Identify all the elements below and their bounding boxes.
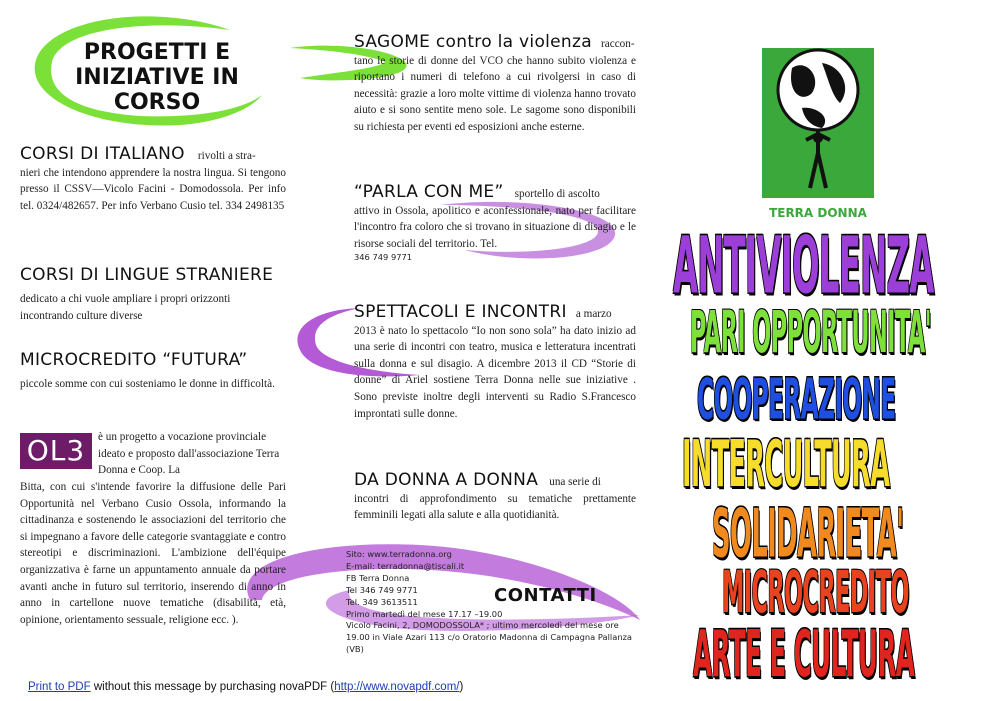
- contatti-list: [346, 549, 636, 656]
- footer-close: ): [459, 681, 464, 693]
- spettacoli-section: [354, 302, 636, 422]
- footer-text: without this message by purchasing novaPDF (: [90, 681, 335, 693]
- sagome-lead: raccon-: [601, 38, 635, 50]
- word-pari-opportunita: PARI OPPORTUNITA': [690, 300, 932, 367]
- lingue-body: dedicato a chi vuole ampliare i propri orizzonti incontrando culture diverse: [20, 293, 231, 322]
- novapdf-link[interactable]: http://www.novapdf.com/: [334, 681, 460, 693]
- parla-phone: 346 749 9771: [354, 252, 413, 263]
- lingue-title: CORSI DI LINGUE STRANIERE: [20, 265, 274, 285]
- contatti-line: Primo martedì del mese 17.17 –19.00: [346, 608, 503, 619]
- donna-section: [354, 470, 636, 524]
- parla-title: “PARLA CON ME”: [354, 182, 504, 202]
- spettacoli-body: 2013 è nato lo spettacolo “Io non sono sola” ha dato inizio ad una serie di incontri con teatro, musica e letteratura incentrati sulla donna e sul disagio. A dicembre 2013 il CD “Storie di donne” di Ariel sostiene Terra Donna nelle sue iniziative . Sono previste inoltre degli interventi su Radio S.Francesco improntati sulle donne.: [354, 324, 636, 420]
- contatti-title: CONTATTI: [494, 585, 597, 606]
- sagome-section: [354, 32, 636, 136]
- parla-body: attivo in Ossola, apolitico e aconfessionale, nato per facilitare l'incontro fra coloro che si trovano in situazione di disagio e le risorse sociali del territorio. Tel.: [354, 204, 636, 250]
- word-microcredito: MICROCREDITO: [722, 560, 909, 627]
- terra-donna-logo: [762, 48, 874, 198]
- contatti-line: Tel 346 749 9771: [346, 584, 418, 595]
- word-cooperazione: COOPERAZIONE: [697, 368, 896, 433]
- logo-caption: TERRA DONNA: [769, 206, 867, 220]
- italiano-lead: rivolti a stra-: [197, 150, 256, 162]
- contatti-line: Vicolo Facini, 2, DOMODOSSOLA* ; ultimo mercoledì del mese ore 19.00 in Viale Azari 113 c/o Oratorio Madonna di Campagna Pallanza (VB): [346, 620, 633, 655]
- word-solidarieta: SOLIDARIETA': [712, 494, 904, 573]
- contatti-line: Sito: www.terradonna.org: [346, 549, 452, 559]
- globe-figure-icon: [762, 48, 874, 198]
- contatti-line: Tel. 349 3613511: [346, 596, 418, 607]
- word-antiviolenza: ANTIVIOLENZA: [673, 222, 934, 312]
- print-to-pdf-link[interactable]: Print to PDF: [28, 681, 91, 693]
- italiano-section: [20, 144, 286, 214]
- word-arte-e-cultura: ARTE E CULTURA: [693, 618, 915, 692]
- italiano-title: CORSI DI ITALIANO: [20, 144, 185, 164]
- lingue-section: [20, 265, 286, 324]
- parla-section: [354, 182, 636, 264]
- word-intercultura: INTERCULTURA: [682, 428, 890, 502]
- microcredito-body: piccole somme con cui sosteniamo le donne in difficoltà.: [20, 378, 275, 390]
- contatti-line: FB Terra Donna: [346, 572, 410, 583]
- contatti-line: E-mail: terradonna@tiscali.it: [346, 560, 465, 571]
- sagome-title: SAGOME contro la violenza: [354, 32, 592, 52]
- footer-watermark: [28, 681, 463, 693]
- parla-lead: sportello di ascolto: [514, 188, 600, 200]
- ol3-body: Bitta, con cui s'intende favorire la diffusione delle Pari Opportunità nel Verbano Cusio Ossola, informando la cittadinanza e sostenendo le associazioni del territorio che si impegnano a favore delle categorie svantaggiate e contro stereotipi e discriminazioni. L'ambizione dell'équipe organizzativa è farne un appuntamento annuale da portare avanti anche in futuro sul territorio, inserendo di anno in anno in cartellone nuove tematiche (disabilità, età, opinione, orientamento sessuale, religione ecc. ).: [20, 481, 286, 626]
- spettacoli-title: SPETTACOLI E INCONTRI: [354, 302, 567, 322]
- microcredito-section: [20, 350, 286, 393]
- sagome-body: tano le storie di donne del VCO che hanno subito violenza e riportano i numeri di telefono a cui rivolgersi in caso di necessità: grazie a loro molte vittime di violenza hanno trovato aiuto e si sono sentite meno sole. Le sagome sono disponibili su richiesta per eventi ed esposizioni anche esterne.: [354, 54, 636, 133]
- spettacoli-lead: a marzo: [575, 308, 612, 320]
- page-title: PROGETTI E INIZIATIVE IN CORSO: [75, 40, 239, 115]
- ol3-logo: OL3: [20, 433, 92, 469]
- donna-body: incontri di approfondimento su tematiche prettamente femminili legati alla salute e alla quotidianità.: [354, 492, 636, 522]
- italiano-body: nieri che intendono apprendere la nostra lingua. Si tengono presso il CSSV—Vicolo Facini - Domodossola. Per info tel. 0324/482657. Per info Verbano Cusio tel. 334 2498135: [20, 166, 286, 212]
- ol3-intro: è un progetto a vocazione provinciale ideato e proposto dall'associazione Terra Donna e Coop. La: [98, 431, 280, 477]
- donna-title: DA DONNA A DONNA: [354, 470, 539, 490]
- donna-lead: una serie di: [549, 476, 601, 488]
- microcredito-title: MICROCREDITO “FUTURA”: [20, 350, 248, 370]
